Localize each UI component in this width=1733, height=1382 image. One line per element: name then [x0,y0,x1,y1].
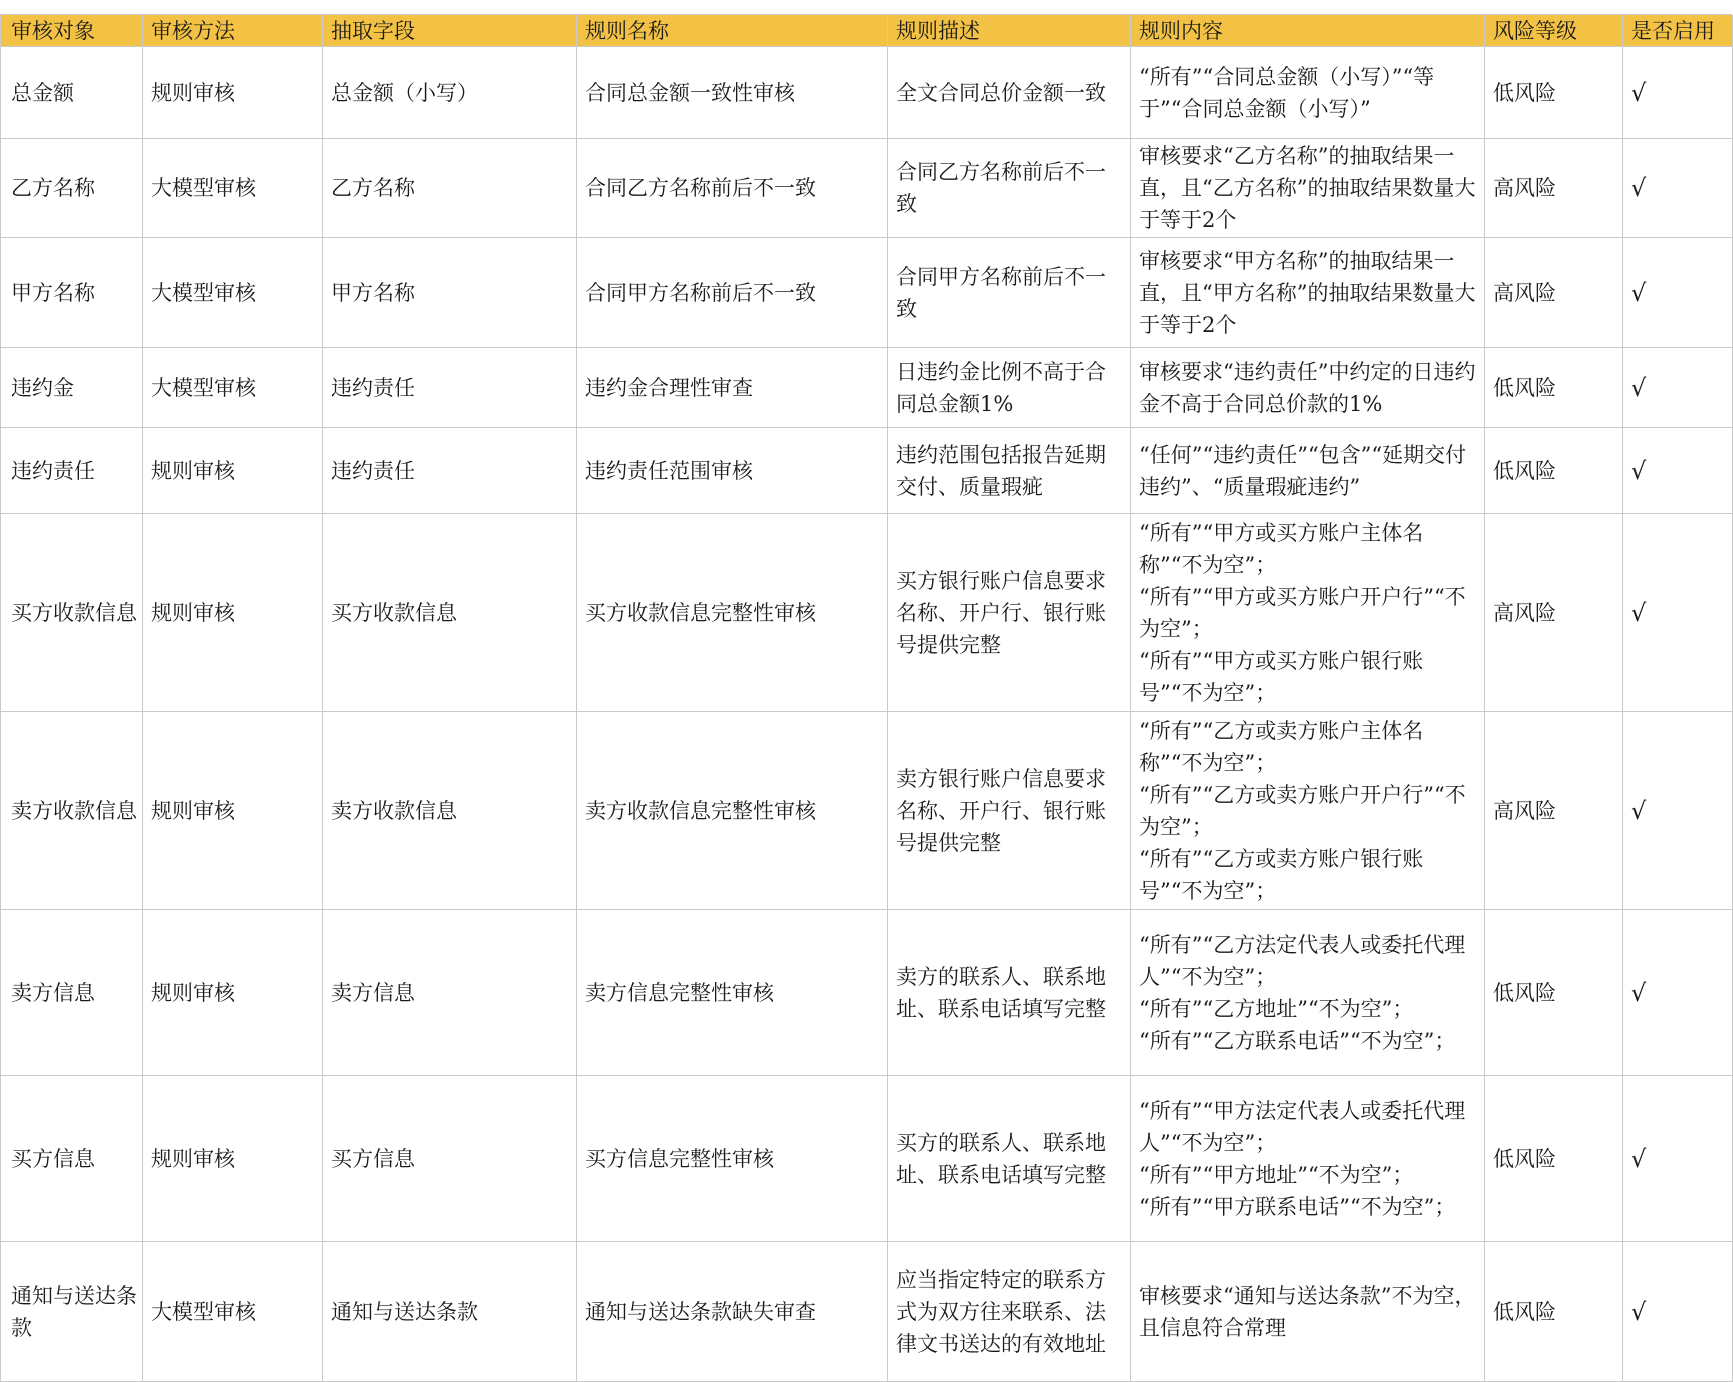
cell-enabled-check[interactable]: √ [1623,514,1733,712]
cell-rule-name[interactable]: 合同乙方名称前后不一致 [577,139,888,238]
cell-extract-field[interactable]: 甲方名称 [323,238,577,348]
cell-risk-level[interactable]: 高风险 [1485,712,1623,910]
cell-rule-description[interactable]: 买方银行账户信息要求名称、开户行、银行账号提供完整 [888,514,1131,712]
cell-audit-method[interactable]: 规则审核 [143,712,323,910]
table-row [1,910,1733,1076]
cell-audit-object[interactable]: 通知与送达条款 [1,1242,143,1382]
cell-audit-object[interactable]: 买方收款信息 [1,514,143,712]
rule-content-line: “所有”“合同总金额（小写）”“等于”“合同总金额（小写）” [1139,64,1435,121]
cell-audit-method[interactable]: 规则审核 [143,1076,323,1242]
rule-content-line: 审核要求“甲方名称”的抽取结果一直，且“甲方名称”的抽取结果数量大于等于2个 [1139,248,1476,337]
cell-audit-object[interactable]: 违约金 [1,348,143,428]
cell-rule-name[interactable]: 卖方信息完整性审核 [577,910,888,1076]
cell-audit-object[interactable]: 乙方名称 [1,139,143,238]
cell-enabled-check[interactable]: √ [1623,428,1733,514]
cell-rule-content[interactable] [1131,910,1485,1076]
table-row [1,47,1733,139]
cell-rule-content[interactable] [1131,348,1485,428]
table-row [1,514,1733,712]
cell-enabled-check[interactable]: √ [1623,238,1733,348]
rule-content-line: 审核要求“违约责任”中约定的日违约金不高于合同总价款的1% [1139,359,1476,416]
cell-rule-content[interactable] [1131,139,1485,238]
cell-risk-level[interactable]: 低风险 [1485,910,1623,1076]
cell-audit-method[interactable]: 规则审核 [143,428,323,514]
cell-enabled-check[interactable]: √ [1623,1076,1733,1242]
header-audit-object[interactable]: 审核对象 [1,15,143,47]
cell-extract-field[interactable]: 买方信息 [323,1076,577,1242]
rule-content-line: “所有”“甲方地址”“不为空”； [1139,1162,1414,1187]
header-rule-name[interactable]: 规则名称 [577,15,888,47]
header-enabled[interactable]: 是否启用 [1623,15,1733,47]
cell-audit-object[interactable]: 甲方名称 [1,238,143,348]
cell-extract-field[interactable]: 通知与送达条款 [323,1242,577,1382]
rule-content-line: “所有”“甲方或买方账户主体名称”“不为空”； [1139,520,1424,577]
cell-rule-description[interactable]: 合同甲方名称前后不一致 [888,238,1131,348]
cell-rule-description[interactable]: 买方的联系人、联系地址、联系电话填写完整 [888,1076,1131,1242]
rule-content-line: “所有”“甲方或买方账户银行账号”“不为空”； [1139,648,1424,705]
table-row [1,1076,1733,1242]
header-row [1,15,1733,47]
cell-rule-name[interactable]: 买方信息完整性审核 [577,1076,888,1242]
rule-content-line: “所有”“乙方法定代表人或委托代理人”“不为空”； [1139,932,1466,989]
cell-audit-object[interactable]: 总金额 [1,47,143,139]
cell-extract-field[interactable]: 违约责任 [323,428,577,514]
cell-enabled-check[interactable]: √ [1623,712,1733,910]
rule-content-line: “所有”“甲方法定代表人或委托代理人”“不为空”； [1139,1098,1466,1155]
cell-rule-description[interactable]: 卖方银行账户信息要求名称、开户行、银行账号提供完整 [888,712,1131,910]
cell-extract-field[interactable]: 卖方收款信息 [323,712,577,910]
cell-enabled-check[interactable]: √ [1623,348,1733,428]
rule-content-line: 审核要求“通知与送达条款”不为空，且信息符合常理 [1139,1283,1476,1340]
cell-rule-name[interactable]: 买方收款信息完整性审核 [577,514,888,712]
cell-rule-content[interactable] [1131,712,1485,910]
header-risk-level[interactable]: 风险等级 [1485,15,1623,47]
header-rule-content[interactable]: 规则内容 [1131,15,1485,47]
cell-risk-level[interactable]: 低风险 [1485,47,1623,139]
cell-extract-field[interactable]: 违约责任 [323,348,577,428]
cell-rule-name[interactable]: 通知与送达条款缺失审查 [577,1242,888,1382]
rule-content-line: “所有”“乙方或卖方账户银行账号”“不为空”； [1139,846,1424,903]
table-row [1,139,1733,238]
cell-extract-field[interactable]: 乙方名称 [323,139,577,238]
cell-enabled-check[interactable]: √ [1623,910,1733,1076]
header-rule-description[interactable]: 规则描述 [888,15,1131,47]
cell-risk-level[interactable]: 低风险 [1485,428,1623,514]
table-row [1,1242,1733,1382]
rule-content-line: “所有”“甲方或买方账户开户行”“不为空”； [1139,584,1466,641]
cell-risk-level[interactable]: 低风险 [1485,1242,1623,1382]
cell-enabled-check[interactable]: √ [1623,139,1733,238]
rule-content-line: 审核要求“乙方名称”的抽取结果一直，且“乙方名称”的抽取结果数量大于等于2个 [1139,144,1476,232]
cell-rule-content[interactable] [1131,1242,1485,1382]
cell-rule-name[interactable]: 合同总金额一致性审核 [577,47,888,139]
cell-rule-content[interactable] [1131,514,1485,712]
cell-rule-content[interactable] [1131,428,1485,514]
cell-audit-method[interactable]: 大模型审核 [143,348,323,428]
table-row [1,712,1733,910]
table-body [1,47,1733,1382]
table-row [1,428,1733,514]
cell-audit-object[interactable]: 卖方收款信息 [1,712,143,910]
table-row [1,348,1733,428]
cell-audit-object[interactable]: 买方信息 [1,1076,143,1242]
cell-extract-field[interactable]: 总金额（小写） [323,47,577,139]
cell-rule-description[interactable]: 卖方的联系人、联系地址、联系电话填写完整 [888,910,1131,1076]
cell-rule-description[interactable]: 全文合同总价金额一致 [888,47,1131,139]
cell-extract-field[interactable]: 买方收款信息 [323,514,577,712]
cell-risk-level[interactable]: 高风险 [1485,139,1623,238]
cell-rule-content[interactable] [1131,238,1485,348]
cell-enabled-check[interactable]: √ [1623,47,1733,139]
rule-content-line: “所有”“乙方地址”“不为空”； [1139,996,1414,1021]
cell-rule-description[interactable]: 违约范围包括报告延期交付、质量瑕疵 [888,428,1131,514]
cell-audit-method[interactable]: 规则审核 [143,514,323,712]
cell-rule-content[interactable] [1131,1076,1485,1242]
cell-audit-method[interactable]: 大模型审核 [143,238,323,348]
rule-content-line: “所有”“乙方联系电话”“不为空”； [1139,1028,1456,1053]
cell-audit-object[interactable]: 违约责任 [1,428,143,514]
cell-rule-content[interactable] [1131,47,1485,139]
cell-extract-field[interactable]: 卖方信息 [323,910,577,1076]
cell-rule-description[interactable]: 日违约金比例不高于合同总金额1% [888,348,1131,428]
cell-risk-level[interactable]: 低风险 [1485,348,1623,428]
rule-content-line: “任何”“违约责任”“包含”“延期交付违约”、“质量瑕疵违约” [1139,442,1467,499]
cell-risk-level[interactable]: 高风险 [1485,238,1623,348]
spreadsheet-view [0,14,1732,1356]
cell-audit-object[interactable]: 卖方信息 [1,910,143,1076]
cell-rule-name[interactable]: 违约责任范围审核 [577,428,888,514]
header-extract-field[interactable]: 抽取字段 [323,15,577,47]
cell-rule-description[interactable]: 应当指定特定的联系方式为双方往来联系、法律文书送达的有效地址 [888,1242,1131,1382]
header-audit-method[interactable]: 审核方法 [143,15,323,47]
table-row [1,238,1733,348]
cell-rule-name[interactable]: 违约金合理性审查 [577,348,888,428]
cell-audit-method[interactable]: 大模型审核 [143,1242,323,1382]
cell-enabled-check[interactable]: √ [1623,1242,1733,1382]
cell-rule-name[interactable]: 合同甲方名称前后不一致 [577,238,888,348]
rule-content-line: “所有”“甲方联系电话”“不为空”； [1139,1194,1456,1219]
cell-rule-description[interactable]: 合同乙方名称前后不一致 [888,139,1131,238]
rule-content-line: “所有”“乙方或卖方账户开户行”“不为空”； [1139,782,1466,839]
cell-rule-name[interactable]: 卖方收款信息完整性审核 [577,712,888,910]
cell-audit-method[interactable]: 规则审核 [143,47,323,139]
cell-risk-level[interactable]: 高风险 [1485,514,1623,712]
rule-content-line: “所有”“乙方或卖方账户主体名称”“不为空”； [1139,718,1424,775]
audit-rules-table [0,15,1733,1382]
cell-audit-method[interactable]: 规则审核 [143,910,323,1076]
cell-risk-level[interactable]: 低风险 [1485,1076,1623,1242]
cell-audit-method[interactable]: 大模型审核 [143,139,323,238]
